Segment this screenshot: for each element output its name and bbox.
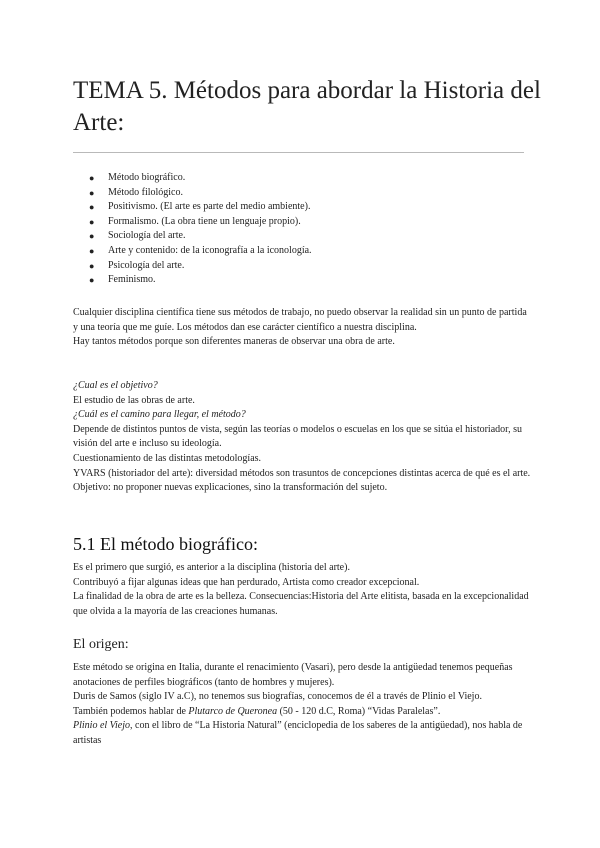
answer-metodo: Cuestionamiento de las distintas metodologías.	[73, 452, 262, 464]
list-item: ● Arte y contenido: de la iconografía a la iconología.	[73, 244, 312, 259]
body-paragraph: Es el primero que surgió, es anterior a la disciplina (historia del arte).	[73, 562, 350, 573]
list-item: ● Feminismo.	[73, 273, 312, 288]
body-paragraph: La finalidad de la obra de arte es la belleza. Consecuencias:Historia del Arte elitista, basada en la excepcionalidad que olvida a la mayoría de las creaciones humanas.	[73, 591, 529, 617]
bullet-icon: ●	[89, 260, 95, 271]
list-item: ● Sociología del arte.	[73, 229, 312, 244]
bullet-icon: ●	[89, 173, 95, 183]
body-paragraph: Duris de Samos (siglo IV a.C), no tenemos sus biografías, conocemos de él a través de Plinio el Viejo.	[73, 691, 482, 703]
answer-metodo: Depende de distintos puntos de vista, según las teorías o modelos o escuelas en los que se sitúa el historiador, su visión del arte e incluso su ideología.	[73, 423, 522, 450]
body-paragraph: Plinio el Viejo, con el libro de “La Historia Natural” (enciclopedia de los saberes de la antigüedad), nos habla de artistas	[73, 720, 523, 746]
answer-metodo: YVARS (historiador del arte): diversidad métodos son trasuntos de concepciones distintas acerca de qué es el arte. Objetivo: no proponer nuevas explicaciones, sino la transformación del sujeto.	[73, 467, 531, 494]
bullet-icon: ●	[89, 245, 95, 256]
list-item: ● Método filológico.	[73, 186, 312, 201]
qa-text	[73, 379, 533, 496]
list-item: ● Formalismo. (La obra tiene un lenguaje propio).	[73, 215, 312, 230]
intro-paragraph: Hay tantos métodos porque son diferentes maneras de observar una obra de arte.	[73, 336, 395, 348]
page-title: TEMA 5. Métodos para abordar la Historia del Arte:	[73, 77, 541, 136]
section-heading-biografico: 5.1 El método biográfico:	[73, 534, 258, 554]
section-heading-origen: El origen:	[73, 637, 129, 652]
body-paragraph: También podemos hablar de Plutarco de Queronea (50 - 120 d.C, Roma) “Vidas Paralelas”.	[73, 705, 441, 717]
list-item: ● Positivismo. (El arte es parte del medio ambiente).	[73, 200, 312, 215]
biografico-text	[73, 561, 533, 619]
question-metodo: ¿Cuál es el camino para llegar, el método?	[73, 409, 246, 421]
question-objetivo: ¿Cual es el objetivo?	[73, 380, 158, 391]
body-paragraph: Contribuyó a fijar algunas ideas que han perdurado, Artista como creador excepcional.	[73, 576, 420, 588]
answer-objetivo: El estudio de las obras de arte.	[73, 394, 195, 406]
intro-paragraph: Cualquier disciplina científica tiene sus métodos de trabajo, no puedo observar la realidad sin un punto de partida y una teoría que me guíe. Los métodos dan ese carácter científico a nuestra disciplina.	[73, 307, 527, 333]
methods-list	[73, 171, 312, 288]
origen-text	[73, 661, 533, 749]
bullet-icon: ●	[89, 187, 95, 198]
bullet-icon: ●	[89, 275, 95, 286]
intro-text	[73, 306, 533, 350]
list-item: ● Psicología del arte.	[73, 259, 312, 274]
list-item: ● Método biográfico.	[73, 171, 312, 186]
title-divider	[73, 152, 524, 153]
body-paragraph: Este método se origina en Italia, durante el renacimiento (Vasari), pero desde la antigüedad tenemos pequeñas anotaciones de perfiles biográficos (tanto de hombres y mujeres).	[73, 662, 513, 688]
bullet-icon: ●	[89, 216, 95, 227]
bullet-icon: ●	[89, 202, 95, 213]
bullet-icon: ●	[89, 231, 95, 242]
